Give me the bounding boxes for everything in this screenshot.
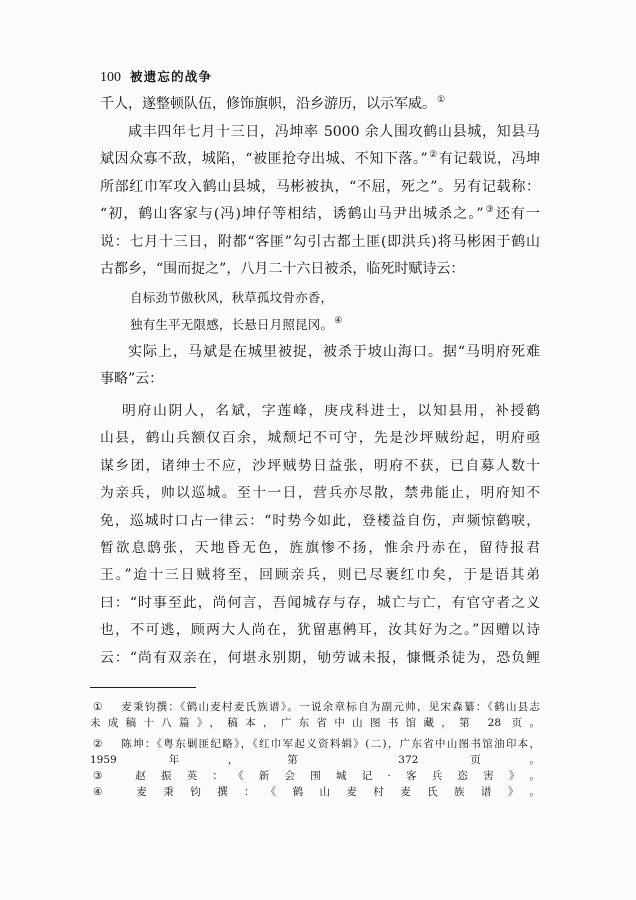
text-run: 斌因众寡不敌，城陷，“被匪抢夺出城、不知下落。” — [100, 151, 428, 167]
footnote-ref: ① — [437, 95, 446, 105]
text-run: 自标劲节傲秋风，秋草孤坟骨亦香， — [130, 289, 334, 305]
footnote-text: 陈坤：《粤东剿匪纪略》，《红巾军起义资料辑》(二)，广东省中山图书馆油印本， — [120, 738, 540, 750]
footnote-line — [90, 768, 540, 784]
footnote-line — [90, 752, 540, 768]
running-head — [100, 66, 212, 86]
book-title: 被遗忘的战争 — [130, 69, 213, 84]
paragraph — [100, 339, 540, 394]
footnote-ref: ② — [428, 150, 438, 160]
quote-line: 也，不可逃，顾两大人尚在，犹留惠鸺耳，汝其好为之。”因赠以诗 — [100, 622, 540, 639]
footnote-ref: ③ — [484, 205, 495, 215]
main-text — [100, 91, 540, 394]
poem — [100, 284, 540, 339]
footnote — [90, 784, 540, 800]
text-run: 事略”云： — [100, 371, 164, 387]
text-run: 有记载说，冯坤 — [438, 151, 540, 167]
page-number: 100 — [100, 70, 121, 85]
text-run: 所部红巾军攻入鹤山县城，马彬被执，“不屈，死之”。另有记载称： — [100, 178, 540, 195]
text-run: 古都乡，“围而捉之”，八月二十六日被杀，临死时赋诗云： — [100, 261, 465, 277]
footnote — [90, 699, 540, 731]
text-run: 千人，遂整顿队伍，修饰旗帜，沿乡游历，以示军威。 — [100, 96, 436, 112]
quote-line: 谋乡团，诸绅士不应，沙坪贼势日益张，明府不获，已自募人数十 — [100, 457, 540, 474]
text-run: 独有生平无限感，长悬日月照昆冈。 — [130, 317, 334, 332]
text-line — [100, 256, 540, 284]
text-line — [100, 366, 540, 394]
footnote-marker: ① — [93, 701, 103, 713]
paragraph — [100, 91, 540, 119]
text-line — [100, 229, 540, 257]
poem-line — [100, 284, 540, 312]
footnote-line — [90, 736, 540, 752]
quote-line: 暂欲息鸱张，天地昏无色，旌旗惨不扬，惟余丹赤在，留待报君 — [100, 539, 540, 556]
footnote — [90, 768, 540, 784]
footnote-marker: ② — [93, 738, 103, 750]
text-line — [100, 119, 540, 147]
quote-line: 云：“尚有双亲在，何堪永别期，劬劳诚未报，慷慨杀徒为，恐负鲤 — [100, 649, 540, 666]
footnote-line — [90, 699, 540, 715]
text-run: 说：七月十三日，附都“客匪”勾引古都土匪(即洪兵)将马彬困于鹤山 — [100, 233, 540, 250]
footnotes — [90, 699, 540, 800]
footnote-marker: ③ — [93, 770, 103, 782]
block-quote — [100, 398, 540, 672]
footnote-line — [90, 784, 540, 800]
quote-line: 王。”迨十三日贼将至，回顾亲兵，则已尽裹红巾矣，于是语其弟 — [100, 567, 540, 584]
footnote-line — [90, 715, 540, 731]
footnote-text: 麦秉钧撰：《鹤山麦村麦氏族谱》。一说余章标自为副元帅，见宋森纂：《鹤山县志 — [120, 701, 540, 713]
quote-line: 为亲兵，帅以巡城。至十一日，营兵亦尽散，禁弗能止，明府知不 — [100, 485, 540, 502]
quote-line: 山县，鹤山兵额仅百余，城颓圮不可守，先是沙坪贼纷起，明府亟 — [100, 430, 540, 447]
footnote-ref: ④ — [334, 316, 343, 326]
text-run: “初，鹤山客家与(冯)坤仔等相结，诱鹤山马尹出城杀之。” — [100, 206, 484, 222]
text-run: 实际上，马斌是在城里被捉，被杀于坡山海口。据“马明府死难 — [128, 343, 540, 360]
text-run: 还有一 — [495, 206, 541, 222]
text-line — [100, 201, 540, 229]
text-line — [100, 339, 540, 367]
footnote-marker: ④ — [93, 786, 103, 798]
text-run: 咸丰四年七月十三日，冯坤率 5000 余人围攻鹤山县城，知县马 — [128, 123, 540, 140]
paragraph — [100, 119, 540, 284]
footnote-text: 赵振英：《新会围城记·客兵恣害》。 — [120, 770, 540, 782]
footnote-text: 麦秉钧撰：《鹤山麦村麦氏族谱》。 — [120, 786, 540, 798]
poem-line — [100, 311, 540, 339]
text-line — [100, 91, 540, 119]
quote-line: 明府山阴人，名斌，字莲峰，庚戌科进士，以知县用，补授鹤 — [122, 403, 540, 419]
quote-line: 曰：“时事至此，尚何言，吾闻城存与存，城亡与亡，有官守者之义 — [100, 594, 540, 611]
footnote-text: 未成稿十八篇》，稿本，广东省中山图书馆藏，第 28 页。 — [90, 717, 540, 729]
footnote — [90, 736, 540, 768]
text-line — [100, 174, 540, 202]
quote-line: 免，巡城时口占一律云：“时势今如此，登楼益自伤，声频惊鹤唳， — [100, 512, 540, 529]
footnote-divider — [90, 687, 196, 688]
text-line — [100, 146, 540, 174]
footnote-text: 1959 年，第 372 页。 — [90, 754, 540, 766]
